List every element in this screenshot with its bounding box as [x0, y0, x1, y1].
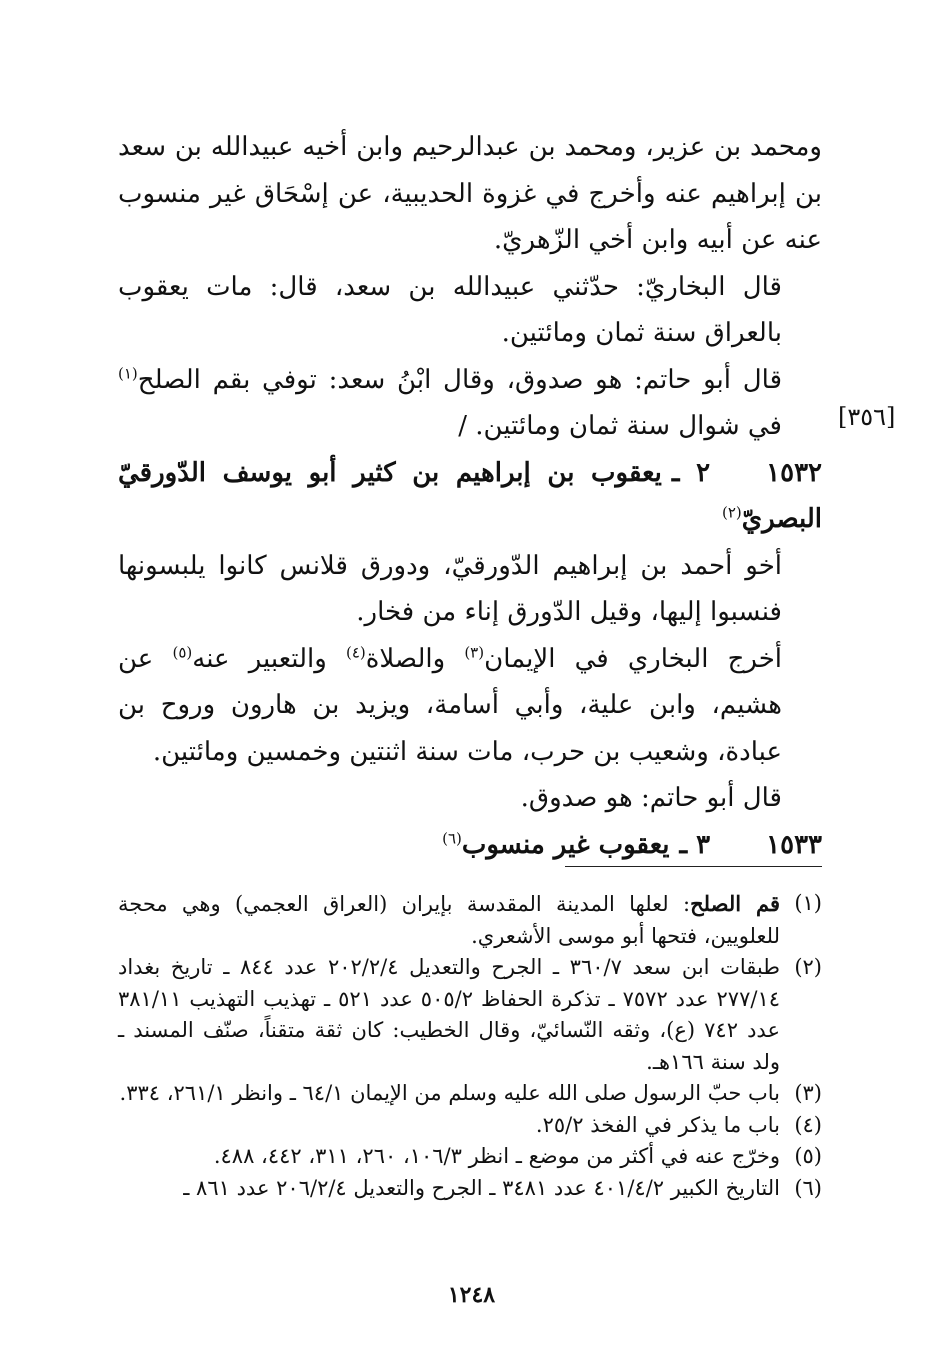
paragraph-5 [118, 636, 822, 776]
footnote-ref-3[interactable]: (٣) [464, 642, 485, 661]
footnote-ref-6[interactable]: (٦) [442, 828, 462, 847]
main-text [118, 124, 822, 868]
footnote-text: التاريخ الكبير ٤٠١/٤/٢ عدد ٣٤٨١ ـ الجرح والتعديل ٢٠٦/٢/٤ عدد ٨٦١ ـ [183, 1175, 780, 1200]
footnotes [118, 888, 822, 1204]
footnote-ref-1[interactable]: (١) [118, 363, 138, 382]
entry-1533-heading [118, 822, 822, 869]
footnote-ref-2[interactable]: (٢) [721, 503, 742, 522]
paragraph-3 [118, 357, 822, 450]
footnote-text: طبقات ابن سعد ٣٦٠/٧ ـ الجرح والتعديل ٢٠٢/٢/٤ عدد ٨٤٤ ـ تاريخ بغداد ٢٧٧/١٤ عدد ٧٥٧٢ ـ تذكرة الحفاظ ٥٠٥/٢ عدد ٥٢١ ـ تهذيب التهذيب ٣٨١/١١ عدد ٧٤٢ (ع)، وثقه النّسائيّ، وقال الخطيب: كان ثقة متقناً، صنّف المسند ـ ولد سنة ١٦٦هـ. [118, 955, 781, 1074]
footnote-text: باب حبّ الرسول صلى الله عليه وسلم من الإيمان ٦٤/١ ـ وانظر ٢٦١/١، ٣٣٤. [119, 1081, 780, 1105]
entry-order: ٣ [696, 829, 711, 860]
paragraph-2: قال البخاريّ: حدّثني عبيدالله بن سعد، قال: مات يعقوب بالعراق سنة ثمان ومائتين. [118, 271, 782, 348]
paragraph-5-text-c: والتعبير عنه [192, 643, 346, 674]
entry-dash: ـ [671, 457, 680, 488]
footnote-text: : لعلها المدينة المقدسة بإيران (العراق العجمي) وهي محجة للعلويين، فتحها أبو موسى الأشعري. [118, 892, 780, 948]
footnote-number: (٥) [794, 1144, 822, 1168]
footnote-number: (١) [794, 891, 822, 915]
footnote-1 [118, 888, 822, 952]
footnote-number: (٣) [794, 1081, 822, 1105]
footnote-bold-term: قم الصلح [690, 891, 781, 916]
footnote-3 [118, 1078, 822, 1110]
paragraph-3-text-b: في شوال سنة ثمان ومائتين. / [458, 411, 782, 441]
paragraph-5-text-a: أخرج البخاري في الإيمان [484, 643, 783, 674]
footnote-divider [565, 866, 822, 867]
entry-number: ١٥٣٢ [766, 457, 822, 488]
manuscript-page-marker: [٣٥٦] [838, 403, 896, 431]
footnote-2 [118, 952, 822, 1078]
footnote-6 [118, 1173, 822, 1205]
footnote-ref-4[interactable]: (٤) [345, 642, 366, 661]
footnote-text: باب ما يذكر في الفخذ ٢٥/٢. [535, 1112, 780, 1137]
footnote-number: (٢) [794, 955, 822, 979]
entry-name: يعقوب غير منسوب [461, 829, 670, 860]
entry-name: يعقوب بن إبراهيم بن كثير أبو يوسف الدّورقيّ البصريّ [118, 457, 822, 534]
footnote-number: (٤) [794, 1112, 822, 1137]
page-number: ١٢٤٨ [447, 1282, 496, 1308]
footnote-ref-5[interactable]: (٥) [172, 642, 193, 661]
paragraph-1: ومحمد بن عزير، ومحمد بن عبدالرحيم وابن أخيه عبيدالله بن سعد بن إبراهيم عنه وأخرج في غزوة الحديبية، عن إسْحَاق غير منسوب عنه عن أبيه وابن أخي الزّهريّ. [118, 132, 822, 255]
entry-number: ١٥٣٣ [766, 829, 822, 860]
paragraph-4: أخو أحمد بن إبراهيم الدّورقيّ، ودورق قلانس كانوا يلبسونها فنسبوا إليها، وقيل الدّورق إناء من فخار. [118, 550, 782, 627]
paragraph-5-text-b: والصلاة [365, 643, 465, 674]
footnote-4 [118, 1110, 822, 1142]
footnote-5 [118, 1141, 822, 1173]
footnote-number: (٦) [794, 1175, 822, 1200]
entry-1532-heading [118, 450, 822, 543]
entry-order: ٢ [696, 457, 711, 488]
paragraph-3-text-a: قال أبو حاتم: هو صدوق، وقال ابْنُ سعد: توفي بقم الصلح [137, 364, 782, 395]
entry-dash: ـ [679, 829, 688, 860]
paragraph-6: قال أبو حاتم: هو صدوق. [520, 783, 782, 813]
footnote-text: وخرّج عنه في أكثر من موضع ـ انظر ١٠٦/٣، ٢٦٠، ٣١١، ٤٤٢، ٤٨٨. [213, 1144, 780, 1168]
paragraph-5-text-d: عن هشيم، وابن علية، وأبي أسامة، ويزيد بن هارون وروح بن عبادة، وشعيب بن حرب، مات سنة اثنتين وخمسين ومائتين. [118, 643, 782, 767]
